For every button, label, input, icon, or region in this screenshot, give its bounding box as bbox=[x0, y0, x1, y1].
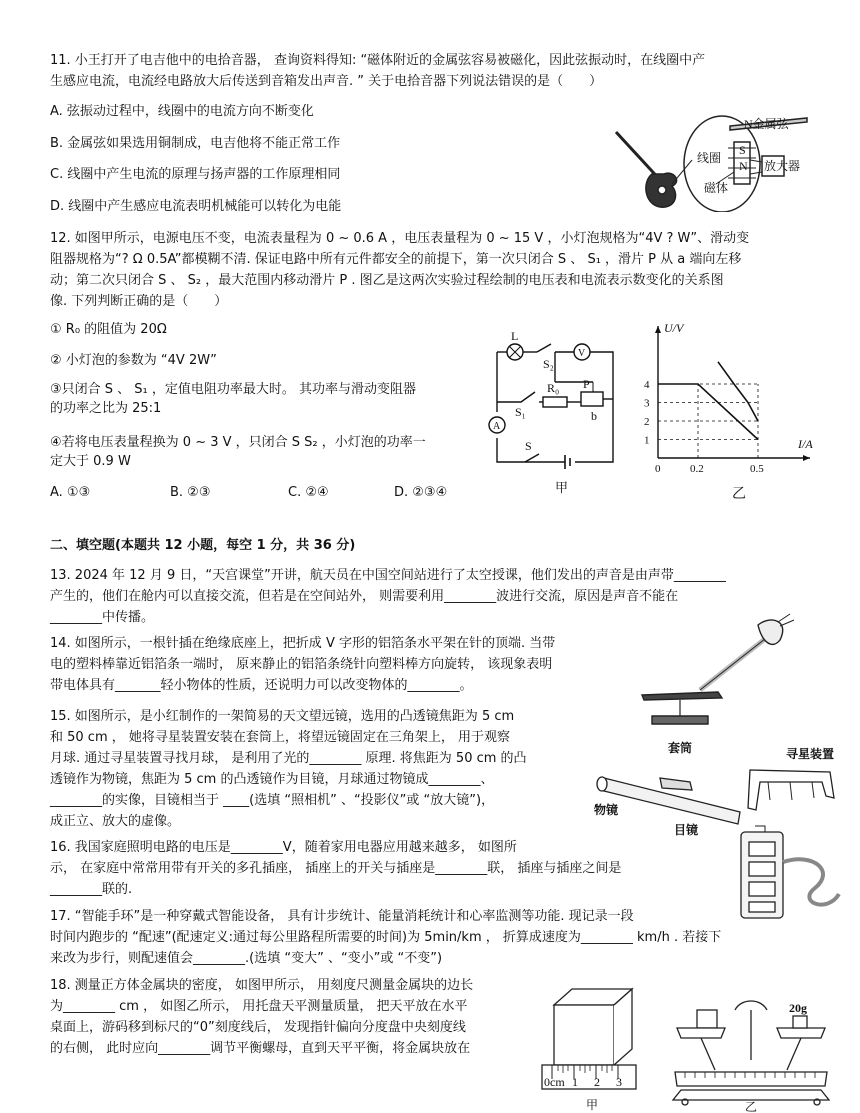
voltmeter-label: V bbox=[578, 348, 586, 359]
q11-option-b: B. 金属弦如果选用铜制成，电吉他将不能正常工作 bbox=[50, 136, 341, 151]
q16-line3: ________联的. bbox=[50, 882, 133, 897]
q14-line2: 电的塑料棒靠近铝箔条一端时， 原来静止的铝箔条绕针向塑料棒方向旋转， 该现象表明 bbox=[50, 657, 553, 672]
q13-line1: 13. 2024 年 12 月 9 日，“天宫课堂”开讲，航天员在中国空间站进行了太空授课，他们发出的声音是由声带________ bbox=[50, 568, 726, 583]
switch-s-label: S bbox=[525, 439, 532, 453]
graph-y-tick-label: 4 bbox=[644, 379, 650, 391]
q17-line1: 17. “智能手环”是一种穿戴式智能设备， 具有计步统计、能量消耗统计和心率监测等功能. 现记录一段 bbox=[50, 909, 634, 924]
pickup-coil-label: 线圈 bbox=[697, 151, 722, 165]
q15-line5: ________的实像，目镜相当于 ____(选填 “照相机” 、“投影仪”或 “放大镜”)， bbox=[50, 793, 495, 808]
pickup-magnet-label: 磁体 bbox=[704, 181, 729, 195]
q11-option-a: A. 弦振动过程中，线圈中的电流方向不断变化 bbox=[50, 104, 314, 119]
circuit-diagram bbox=[485, 330, 625, 500]
q15-line4: 透镜作为物镜，焦距为 5 cm 的凸透镜作为目镜，月球通过物镜成________、 bbox=[50, 772, 494, 787]
q12-stem-line1: 12. 如图甲所示，电源电压不变，电流表量程为 0 ~ 0.6 A ，电压表量程为 0 ~ 15 V ，小灯泡规格为“4V ? W”、滑动变 bbox=[50, 231, 750, 246]
circuit-caption: 甲 bbox=[555, 480, 569, 495]
pickup-s-label: S bbox=[739, 143, 746, 157]
q12-stem-line3: 动；第二次只闭合 S 、 S₂ ，最大范围内移动滑片 P . 图乙是这两次实验过程绘制的电压表和电流表示数变化的关系图 bbox=[50, 273, 724, 288]
q16-line2: 示， 在家庭中常常用带有开关的多孔插座， 插座上的开关与插座是________联， 插座与插座之间是 bbox=[50, 861, 622, 876]
cube-ruler-caption: 甲 bbox=[586, 1098, 599, 1112]
balance-caption: 乙 bbox=[745, 1100, 758, 1113]
graph-y-tick-label: 3 bbox=[644, 397, 650, 410]
q18-line4: 的右侧， 此时应向________调节平衡螺母，直到天平平衡，将金属块放在 bbox=[50, 1041, 471, 1056]
q12-statement-1: ① R₀ 的阻值为 20Ω bbox=[50, 322, 167, 337]
foil-needle-figure bbox=[630, 610, 830, 730]
q17-line3: 来改为步行，则配速值会________.(选填 “变大” 、“变小”或 “不变”) bbox=[50, 951, 443, 966]
graph-x-tick-label: 0.2 bbox=[690, 463, 704, 475]
guitar-pickup-figure bbox=[612, 112, 812, 212]
q14-line3: 带电体具有_______轻小物体的性质，还说明力可以改变物体的________。 bbox=[50, 678, 473, 693]
ui-graph bbox=[640, 318, 830, 508]
graph-y-tick-label: 2 bbox=[644, 416, 650, 428]
power-strip-figure bbox=[735, 822, 845, 922]
q12-statement-4a: ④若将电压表量程换为 0 ~ 3 V ，只闭合 S S₂ ，小灯泡的功率一 bbox=[50, 435, 426, 450]
section-heading: 二、填空题(本题共 12 小题，每空 1 分，共 36 分) bbox=[50, 538, 356, 553]
q12-statement-4b: 定大于 0.9 W bbox=[50, 454, 131, 469]
q17-line2: 时间内跑步的 “配速”(配速定义:通过每公里路程所需要的时间)为 5min/km ， 折算成速度为________ km/h . 若接下 bbox=[50, 930, 722, 945]
graph-series-line-1 bbox=[658, 384, 758, 440]
graph-x-tick-label: 0.5 bbox=[750, 463, 764, 475]
q18-line1: 18. 测量正方体金属块的密度， 如图甲所示， 用刻度尺测量金属块的边长 bbox=[50, 978, 474, 993]
q18-line2: 为________ cm ， 如图乙所示， 用托盘天平测量质量， 把天平放在水平 bbox=[50, 999, 468, 1014]
circuit-lamp-label: L bbox=[511, 330, 519, 343]
ruler-tick-2: 2 bbox=[594, 1075, 600, 1089]
switch-s2-label: S₂ bbox=[543, 357, 554, 371]
ruler-tick-1: 1 bbox=[572, 1075, 578, 1089]
graph-y-axis-label: U/V bbox=[664, 321, 684, 335]
q12-option-d: D. ②③④ bbox=[394, 485, 448, 500]
pickup-amp-label: 放大器 bbox=[764, 159, 801, 173]
graph-x-arrow bbox=[803, 455, 810, 461]
q13-line3: ________中传播。 bbox=[50, 610, 155, 625]
telescope-objective-label: 物镜 bbox=[594, 803, 619, 817]
telescope-finder-label: 寻星装置 bbox=[786, 747, 835, 761]
graph-caption: 乙 bbox=[732, 487, 746, 502]
balance-figure bbox=[665, 990, 835, 1113]
q15-line1: 15. 如图所示，是小红制作的一架简易的天文望远镜，选用的凸透镜焦距为 5 cm bbox=[50, 709, 515, 724]
switch-s1-label: S₁ bbox=[515, 405, 526, 419]
q15-line3: 月球. 通过寻星装置寻找月球， 是利用了光的________ 原理. 将焦距为 50 cm 的凸 bbox=[50, 751, 527, 766]
q11-stem-line2: 生感应电流，电流经电路放大后传送到音箱发出声音. ” 关于电拾音器下列说法错误的是（ ） bbox=[50, 74, 603, 89]
weight-20g-label: 20g bbox=[789, 1001, 807, 1015]
q12-statement-3a: ③只闭合 S 、 S₁ ，定值电阻功率最大时。 其功率与滑动变阻器 bbox=[50, 382, 417, 397]
graph-x-axis-label: I/A bbox=[798, 437, 813, 451]
graph-y-arrow bbox=[655, 326, 661, 333]
pickup-string-label: N金属弦 bbox=[744, 117, 789, 131]
ruler-tick-3: 3 bbox=[616, 1075, 622, 1089]
q15-line2: 和 50 cm ， 她将寻星装置安装在套筒上，将望远镜固定在三角架上， 用于观察 bbox=[50, 730, 511, 745]
graph-y-tick-label: 1 bbox=[644, 434, 650, 447]
graph-x-tick-label: 0 bbox=[655, 463, 661, 475]
q16-line1: 16. 我国家庭照明电路的电压是________V，随着家用电器应用越来越多， 如图所 bbox=[50, 840, 517, 855]
q12-option-b: B. ②③ bbox=[170, 485, 211, 500]
pickup-n-label: N bbox=[739, 159, 748, 173]
q12-option-a: A. ①③ bbox=[50, 485, 91, 500]
q11-option-c: C. 线圈中产生电流的原理与扬声器的工作原理相同 bbox=[50, 167, 341, 182]
rheostat-b-label: b bbox=[591, 409, 597, 423]
q11-option-d: D. 线圈中产生感应电流表明机械能可以转化为电能 bbox=[50, 199, 342, 214]
ruler-unit-label: 0cm bbox=[544, 1075, 565, 1089]
telescope-eyepiece-label: 目镜 bbox=[674, 823, 699, 837]
cube-ruler-figure bbox=[540, 975, 640, 1113]
q11-stem-line1: 11. 小王打开了电吉他中的电拾音器， 查询资料得知: “磁体附近的金属弦容易被磁化，因此弦振动时，在线圈中产 bbox=[50, 53, 706, 68]
q13-line2: 产生的，他们在舱内可以直接交流，但若是在空间站外， 则需要利用________波进行交流，原因是声音不能在 bbox=[50, 589, 679, 604]
resistor-r0-label: R₀ bbox=[547, 381, 560, 395]
q14-line1: 14. 如图所示，一根针插在绝缘底座上，把折成 V 字形的铝箔条水平架在针的顶端. 当带 bbox=[50, 636, 556, 651]
q12-option-c: C. ②④ bbox=[288, 485, 329, 500]
q15-line6: 成正立、放大的虚像。 bbox=[50, 814, 181, 829]
q12-statement-3b: 的功率之比为 25:1 bbox=[50, 401, 162, 416]
q12-stem-line2: 阻器规格为“? Ω 0.5A”都模糊不清. 保证电路中所有元件都安全的前提下，第一次只闭合 S 、 S₁ ，滑片 P 从 a 端向左移 bbox=[50, 252, 742, 267]
slider-p-label: P bbox=[583, 377, 590, 391]
telescope-sleeve-label: 套筒 bbox=[668, 741, 693, 755]
q18-line3: 桌面上，游码移到标尺的“0”刻度线后， 发现指针偏向分度盘中央刻度线 bbox=[50, 1020, 466, 1035]
ammeter-label: A bbox=[493, 421, 501, 432]
graph-series-line-2 bbox=[718, 362, 758, 421]
q12-stem-line4: 像. 下列判断正确的是（ ） bbox=[50, 294, 228, 309]
q12-statement-2: ② 小灯泡的参数为 “4V 2W” bbox=[50, 353, 217, 368]
